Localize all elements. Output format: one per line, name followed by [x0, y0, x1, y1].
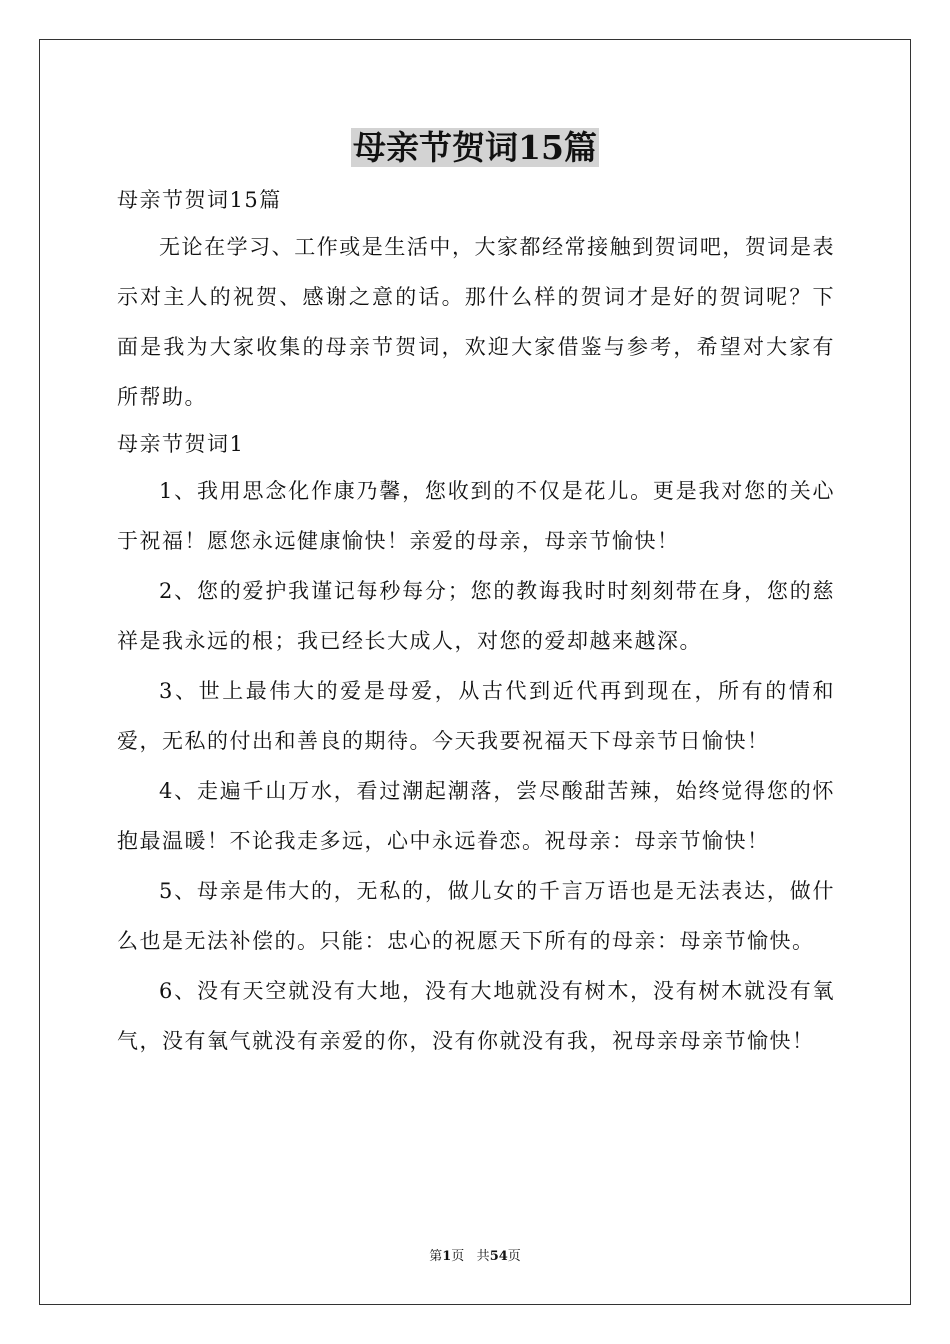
footer-page-label: 页: [451, 1249, 465, 1264]
page-footer: [0, 1248, 950, 1266]
document-body: [117, 178, 835, 1066]
document-subtitle: 母亲节贺词15篇: [117, 188, 282, 212]
footer-prefix: 第: [429, 1249, 443, 1264]
footer-total-pages: 54: [489, 1249, 508, 1264]
greeting-item-5: 5、母亲是伟大的，无私的，做儿女的千言万语也是无法表达，做什么也是无法补偿的。只能：忠心的祝愿天下所有的母亲：母亲节愉快。: [117, 879, 835, 953]
greeting-item-1: 1、我用思念化作康乃馨，您收到的不仅是花儿。更是我对您的关心于祝福！愿您永远健康愉快！亲爱的母亲，母亲节愉快！: [117, 479, 835, 553]
footer-page-number: 1: [442, 1249, 452, 1264]
greeting-item-2: 2、您的爱护我谨记每秒每分；您的教诲我时时刻刻带在身，您的慈祥是我永远的根；我已经长大成人，对您的爱却越来越深。: [117, 579, 835, 653]
document-title: [0, 124, 950, 172]
intro-paragraph: 无论在学习、工作或是生活中，大家都经常接触到贺词吧，贺词是表示对主人的祝贺、感谢之意的话。那什么样的贺词才是好的贺词呢？下面是我为大家收集的母亲节贺词，欢迎大家借鉴与参考，希望对大家有所帮助。: [117, 235, 835, 409]
greeting-item-6: 6、没有天空就没有大地，没有大地就没有树木，没有树木就没有氧气，没有氧气就没有亲爱的你，没有你就没有我，祝母亲母亲节愉快！: [117, 979, 835, 1053]
footer-total-label: 页: [507, 1249, 521, 1264]
greeting-item-3: 3、世上最伟大的爱是母爱，从古代到近代再到现在，所有的情和爱，无私的付出和善良的期待。今天我要祝福天下母亲节日愉快！: [117, 679, 835, 753]
greeting-item-4: 4、走遍千山万水，看过潮起潮落，尝尽酸甜苦辣，始终觉得您的怀抱最温暖！不论我走多远，心中永远眷恋。祝母亲：母亲节愉快！: [117, 779, 835, 853]
document-title-text: 母亲节贺词15篇: [353, 128, 597, 167]
section-heading: 母亲节贺词1: [117, 432, 245, 456]
footer-total-prefix: 共: [476, 1249, 490, 1264]
